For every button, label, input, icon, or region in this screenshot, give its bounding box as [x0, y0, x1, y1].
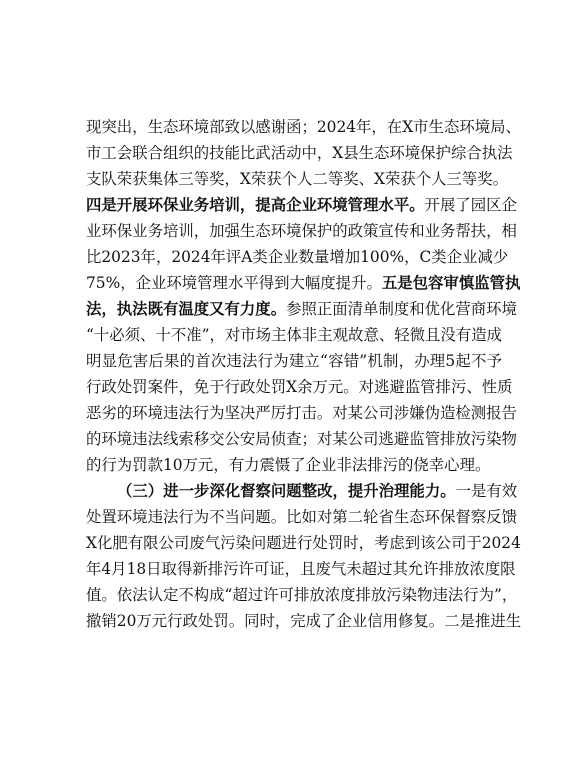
line-text: 的行为罚款10万元，有力震慑了企业非法排污的侥幸心理。 — [86, 456, 491, 474]
line-text: 处置环境违法行为不当问题。 — [86, 508, 287, 526]
text-line — [86, 400, 517, 426]
text-line — [86, 166, 509, 192]
line-text: 支队荣获集体三等奖，X荣获个人二等奖、X荣获个人三等奖。 — [86, 170, 509, 188]
heading-run: 四是开展环保业务培训，提高企业环境管理水平。 — [86, 196, 425, 214]
line-text: 比2023年，2024年评A类企业数量增加100%，C类企业减少 — [86, 248, 509, 266]
line-text: X化肥有限公司废气污染问题进行处罚时，考虑到该公司于2024 — [86, 534, 521, 552]
document-body — [86, 114, 522, 634]
section-heading: （三）进一步深化督察问题整改，提升治理能力。 — [117, 482, 456, 500]
line-text: 开展了园区企 — [424, 196, 517, 214]
line-text: 一是有效 — [455, 482, 518, 500]
line-text: 二是推进生 — [444, 612, 522, 630]
text-line — [86, 296, 517, 322]
line-text: 行政处罚案件，免于行政处罚X余万元。对逃避监管排污、性质 — [86, 378, 513, 396]
text-line — [86, 192, 517, 218]
line-text: 撤销20万元行政处罚。同时，完成了企业信用修复。 — [86, 612, 445, 630]
text-line — [86, 114, 521, 140]
text-line — [86, 530, 521, 556]
text-line — [86, 608, 522, 634]
text-line — [86, 582, 518, 608]
line-text: 值。依法认定不构成“超过许可排放浓度排放污染物违法行为”， — [86, 586, 518, 604]
line-text: 明显危害后果的首次违法行为建立“容错”机制，办理5起不予 — [86, 352, 502, 370]
line-text: 业环保业务培训，加强生态环境保护的政策宣传和业务帮扶，相 — [86, 222, 517, 240]
line-text: 75%，企业环境管理水平得到大幅度提升。 — [86, 274, 382, 292]
line-text: 年4月18日取得新排污许可证，且废气未超过其允许排放浓度限 — [86, 560, 516, 578]
heading-run: 五是包容审慎监管执 — [381, 274, 521, 292]
text-line — [86, 270, 521, 296]
text-line — [86, 322, 502, 348]
text-line — [86, 426, 517, 452]
line-text: 现突出，生态环境部致以感谢函；2024年，在X市生态环境局、 — [86, 118, 521, 136]
line-text: 参照正面清单制度和优化营商环境 — [286, 300, 517, 318]
text-line — [86, 374, 513, 400]
text-line — [86, 478, 518, 504]
line-text: 比如对第二轮省生态环保督察反馈 — [286, 508, 517, 526]
text-line — [86, 244, 509, 270]
text-line — [86, 348, 502, 374]
line-text: 的环境违法线索移交公安局侦查；对某公司逃避监管排放污染物 — [86, 430, 517, 448]
line-text: “十必须、十不准”，对市场主体非主观故意、轻微且没有造成 — [86, 326, 502, 344]
text-line — [86, 218, 517, 244]
text-line — [86, 504, 517, 530]
text-line — [86, 452, 502, 478]
line-text: 市工会联合组织的技能比武活动中，X县生态环境保护综合执法 — [86, 144, 513, 162]
text-line — [86, 556, 516, 582]
text-line — [86, 140, 513, 166]
line-text: 恶劣的环境违法行为坚决严厉打击。对某公司涉嫌伪造检测报告 — [86, 404, 517, 422]
heading-run: 法，执法既有温度又有力度。 — [86, 300, 287, 318]
